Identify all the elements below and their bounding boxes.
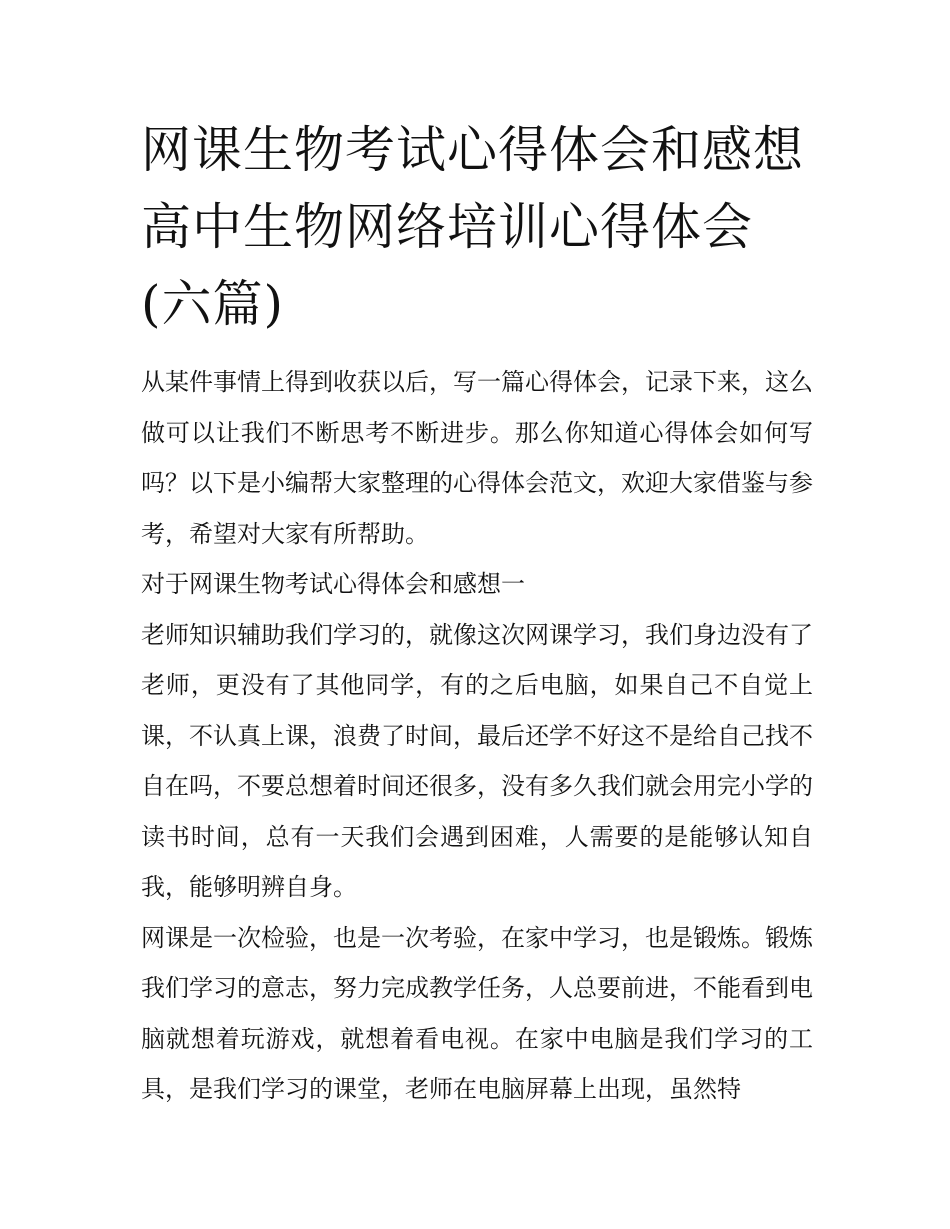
document-page [141,112,813,1115]
intro-paragraph: 从某件事情上得到收获以后，写一篇心得体会，记录下来，这么做可以让我们不断思考不断进步。那么你知道心得体会如何写吗？以下是小编帮大家整理的心得体会范文，欢迎大家借鉴与参考，希望对大家有所帮助。 [141,368,813,548]
body-paragraph: 网课是一次检验，也是一次考验，在家中学习，也是锻炼。锻炼我们学习的意志，努力完成教学任务，人总要前进，不能看到电脑就想着玩游戏，就想着看电视。在家中电脑是我们学习的工具，是我们学习的课堂，老师在电脑屏幕上出现，虽然特 [141,923,813,1103]
section-heading: 对于网课生物考试心得体会和感想一 [141,570,525,598]
document-title: 网课生物考试心得体会和感想高中生物网络培训心得体会(六篇) [141,121,804,333]
document-body [141,357,813,1115]
body-paragraph: 老师知识辅助我们学习的，就像这次网课学习，我们身边没有了老师，更没有了其他同学，有的之后电脑，如果自己不自觉上课，不认真上课，浪费了时间，最后还学不好这不是给自己找不自在吗，不要总想着时间还很多，没有多久我们就会用完小学的读书时间，总有一天我们会遇到困难，人需要的是能够认知自我，能够明辨自身。 [141,620,813,901]
